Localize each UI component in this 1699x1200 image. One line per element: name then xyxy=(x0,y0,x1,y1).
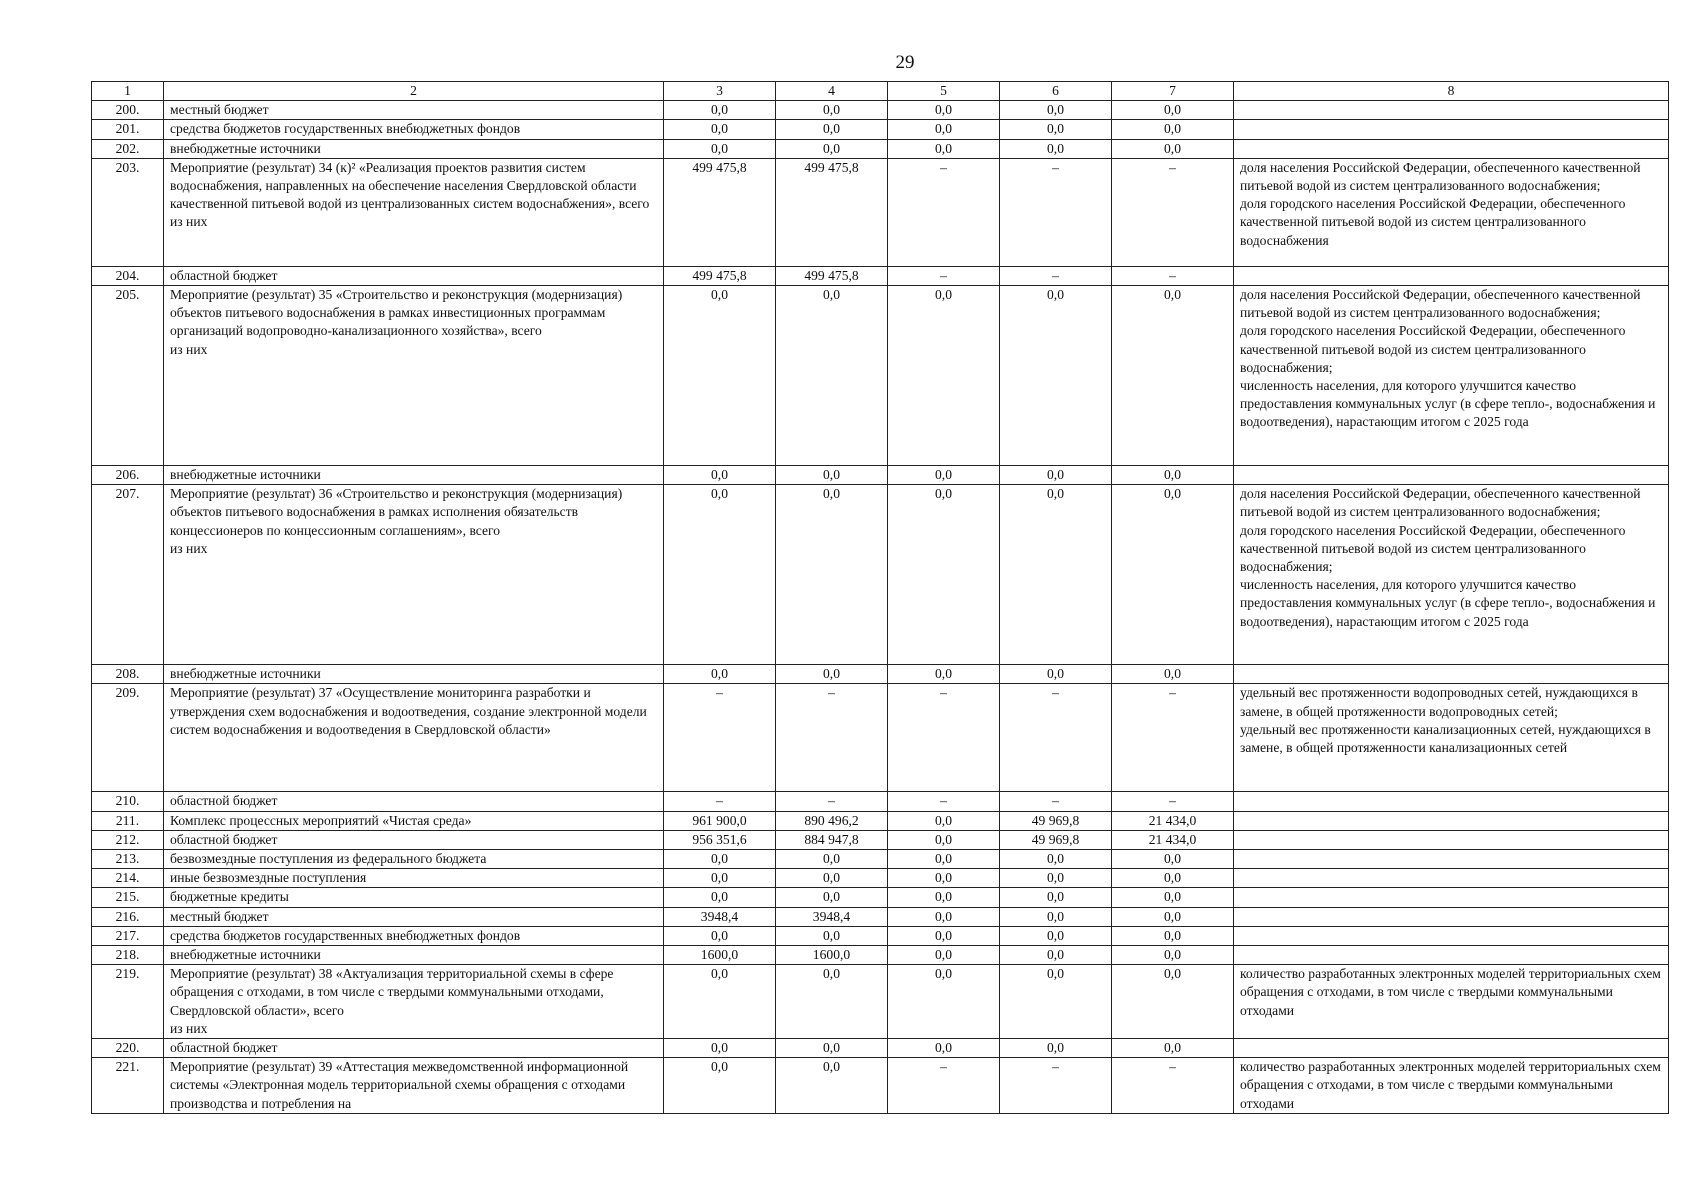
indicator-cell xyxy=(1234,101,1669,120)
indicator-cell xyxy=(1234,926,1669,945)
row-number: 214. xyxy=(92,869,164,888)
row-name: областной бюджет xyxy=(164,1039,664,1058)
value-cell: 0,0 xyxy=(888,286,1000,466)
indicator-cell xyxy=(1234,665,1669,684)
column-header: 3 xyxy=(664,82,776,101)
table-row xyxy=(92,466,1669,485)
value-cell: 1600,0 xyxy=(664,946,776,965)
row-number: 206. xyxy=(92,466,164,485)
value-cell: 0,0 xyxy=(888,850,1000,869)
indicator-cell xyxy=(1234,946,1669,965)
row-name: местный бюджет xyxy=(164,101,664,120)
row-number: 220. xyxy=(92,1039,164,1058)
row-number: 209. xyxy=(92,684,164,792)
row-name: внебюджетные источники xyxy=(164,466,664,485)
row-number: 204. xyxy=(92,266,164,285)
row-number: 219. xyxy=(92,965,164,1039)
value-cell: 0,0 xyxy=(776,965,888,1039)
column-header: 2 xyxy=(164,82,664,101)
row-number: 215. xyxy=(92,888,164,907)
table-row xyxy=(92,926,1669,945)
value-cell: 0,0 xyxy=(1112,120,1234,139)
indicator-cell: количество разработанных электронных моделей территориальных схем обращения с отходами, в том числе с твердыми коммунальными отходами xyxy=(1234,965,1669,1039)
value-cell: – xyxy=(888,792,1000,811)
row-number: 207. xyxy=(92,485,164,665)
row-number: 211. xyxy=(92,811,164,830)
value-cell: 0,0 xyxy=(664,120,776,139)
value-cell: 0,0 xyxy=(888,466,1000,485)
value-cell: 0,0 xyxy=(776,665,888,684)
value-cell: 0,0 xyxy=(664,1058,776,1114)
value-cell: – xyxy=(888,1058,1000,1114)
value-cell: – xyxy=(1000,158,1112,266)
value-cell: – xyxy=(1112,792,1234,811)
table-body xyxy=(92,101,1669,1114)
value-cell: 0,0 xyxy=(664,485,776,665)
indicator-cell: удельный вес протяженности водопроводных сетей, нуждающихся в замене, в общей протяженности водопроводных сетей; удельный вес протяженности канализационных сетей, нуждающихся в замене, в общей протяженности канализационных сетей xyxy=(1234,684,1669,792)
indicator-cell xyxy=(1234,850,1669,869)
value-cell: 0,0 xyxy=(888,830,1000,849)
value-cell: – xyxy=(1112,684,1234,792)
value-cell: 0,0 xyxy=(776,1058,888,1114)
table-row xyxy=(92,1039,1669,1058)
row-name: внебюджетные источники xyxy=(164,665,664,684)
value-cell: 0,0 xyxy=(1112,946,1234,965)
value-cell: 0,0 xyxy=(1000,850,1112,869)
indicator-cell xyxy=(1234,266,1669,285)
indicator-cell xyxy=(1234,792,1669,811)
value-cell: 0,0 xyxy=(664,101,776,120)
value-cell: 0,0 xyxy=(776,139,888,158)
value-cell: 0,0 xyxy=(664,139,776,158)
row-name: бюджетные кредиты xyxy=(164,888,664,907)
value-cell: 884 947,8 xyxy=(776,830,888,849)
value-cell: – xyxy=(776,792,888,811)
row-number: 217. xyxy=(92,926,164,945)
value-cell: 0,0 xyxy=(776,485,888,665)
value-cell: 0,0 xyxy=(1000,485,1112,665)
value-cell: 0,0 xyxy=(1112,101,1234,120)
value-cell: 0,0 xyxy=(888,888,1000,907)
value-cell: 0,0 xyxy=(888,965,1000,1039)
page-number: 29 xyxy=(895,52,915,73)
table-row xyxy=(92,907,1669,926)
column-header: 7 xyxy=(1112,82,1234,101)
value-cell: 0,0 xyxy=(776,926,888,945)
row-number: 213. xyxy=(92,850,164,869)
value-cell: 0,0 xyxy=(664,965,776,1039)
value-cell: – xyxy=(888,266,1000,285)
value-cell: – xyxy=(1112,266,1234,285)
column-header: 1 xyxy=(92,82,164,101)
row-name: Мероприятие (результат) 36 «Строительство и реконструкция (модернизация) объектов питьевого водоснабжения в рамках исполнения обязательств концессионеров по концессионным соглашениям», всего из них xyxy=(164,485,664,665)
value-cell: 0,0 xyxy=(1000,139,1112,158)
table-row xyxy=(92,158,1669,266)
value-cell: – xyxy=(664,792,776,811)
table-row xyxy=(92,286,1669,466)
indicator-cell xyxy=(1234,120,1669,139)
value-cell: 0,0 xyxy=(776,850,888,869)
value-cell: – xyxy=(1112,158,1234,266)
table-row xyxy=(92,139,1669,158)
value-cell: 0,0 xyxy=(888,665,1000,684)
table-row xyxy=(92,792,1669,811)
value-cell: – xyxy=(888,158,1000,266)
value-cell: 1600,0 xyxy=(776,946,888,965)
indicator-cell: доля населения Российской Федерации, обеспеченного качественной питьевой водой из систем централизованного водоснабжения; доля городского населения Российской Федерации, обеспеченного качественной питьевой водой из систем централизованного водоснабжения xyxy=(1234,158,1669,266)
value-cell: 499 475,8 xyxy=(776,266,888,285)
value-cell: 0,0 xyxy=(776,869,888,888)
indicator-cell xyxy=(1234,888,1669,907)
row-number: 202. xyxy=(92,139,164,158)
column-header: 4 xyxy=(776,82,888,101)
value-cell: 0,0 xyxy=(776,466,888,485)
row-number: 218. xyxy=(92,946,164,965)
value-cell: 890 496,2 xyxy=(776,811,888,830)
row-name: Мероприятие (результат) 35 «Строительство и реконструкция (модернизация) объектов питьевого водоснабжения в рамках инвестиционных программам организаций водопроводно-канализационного хозяйства», всего из них xyxy=(164,286,664,466)
row-name: внебюджетные источники xyxy=(164,139,664,158)
value-cell: 3948,4 xyxy=(664,907,776,926)
value-cell: 0,0 xyxy=(888,926,1000,945)
row-number: 208. xyxy=(92,665,164,684)
value-cell: 0,0 xyxy=(1000,926,1112,945)
value-cell: 0,0 xyxy=(664,888,776,907)
value-cell: 0,0 xyxy=(888,907,1000,926)
row-number: 212. xyxy=(92,830,164,849)
indicator-cell xyxy=(1234,830,1669,849)
value-cell: 0,0 xyxy=(664,1039,776,1058)
row-number: 203. xyxy=(92,158,164,266)
value-cell: 49 969,8 xyxy=(1000,830,1112,849)
row-name: Мероприятие (результат) 37 «Осуществление мониторинга разработки и утверждения схем водоснабжения и водоотведения, создание электронной модели систем водоснабжения и водоотведения в Свердловской области» xyxy=(164,684,664,792)
table-row xyxy=(92,684,1669,792)
value-cell: 0,0 xyxy=(664,286,776,466)
row-name: Мероприятие (результат) 38 «Актуализация территориальной схемы в сфере обращения с отходами, в том числе с твердыми коммунальными отходами, Свердловской области», всего из них xyxy=(164,965,664,1039)
value-cell: – xyxy=(1000,266,1112,285)
value-cell: 0,0 xyxy=(1112,850,1234,869)
row-name: безвозмездные поступления из федерального бюджета xyxy=(164,850,664,869)
value-cell: 0,0 xyxy=(888,485,1000,665)
column-header: 5 xyxy=(888,82,1000,101)
row-name: иные безвозмездные поступления xyxy=(164,869,664,888)
value-cell: – xyxy=(776,684,888,792)
row-name: внебюджетные источники xyxy=(164,946,664,965)
value-cell: 0,0 xyxy=(776,120,888,139)
value-cell: 0,0 xyxy=(776,888,888,907)
column-header: 6 xyxy=(1000,82,1112,101)
table-row xyxy=(92,830,1669,849)
value-cell: 956 351,6 xyxy=(664,830,776,849)
table-row xyxy=(92,888,1669,907)
row-name: областной бюджет xyxy=(164,830,664,849)
value-cell: 0,0 xyxy=(1000,946,1112,965)
table-row xyxy=(92,120,1669,139)
value-cell: 499 475,8 xyxy=(664,266,776,285)
table-row xyxy=(92,965,1669,1039)
value-cell: 0,0 xyxy=(1112,926,1234,945)
value-cell: 0,0 xyxy=(664,850,776,869)
value-cell: 0,0 xyxy=(1112,869,1234,888)
row-number: 201. xyxy=(92,120,164,139)
value-cell: – xyxy=(1000,792,1112,811)
value-cell: 961 900,0 xyxy=(664,811,776,830)
value-cell: 0,0 xyxy=(1112,139,1234,158)
value-cell: 0,0 xyxy=(888,101,1000,120)
value-cell: – xyxy=(1112,1058,1234,1114)
table-row xyxy=(92,850,1669,869)
value-cell: 0,0 xyxy=(1112,1039,1234,1058)
value-cell: 0,0 xyxy=(888,1039,1000,1058)
table-row xyxy=(92,811,1669,830)
indicator-cell: доля населения Российской Федерации, обеспеченного качественной питьевой водой из систем централизованного водоснабжения; доля городского населения Российской Федерации, обеспеченного качественной питьевой водой из систем централизованного водоснабжения; численность населения, для которого улучшится качество предоставления коммунальных услуг (в сфере тепло-, водоснабжения и водоотведения), нарастающим итогом с 2025 года xyxy=(1234,485,1669,665)
value-cell: 3948,4 xyxy=(776,907,888,926)
value-cell: 499 475,8 xyxy=(664,158,776,266)
value-cell: 49 969,8 xyxy=(1000,811,1112,830)
indicator-cell xyxy=(1234,1039,1669,1058)
value-cell: 0,0 xyxy=(1000,907,1112,926)
value-cell: 0,0 xyxy=(664,665,776,684)
row-name: областной бюджет xyxy=(164,266,664,285)
row-number: 216. xyxy=(92,907,164,926)
value-cell: 0,0 xyxy=(1112,907,1234,926)
value-cell: 0,0 xyxy=(1112,286,1234,466)
table-row xyxy=(92,101,1669,120)
value-cell: – xyxy=(664,684,776,792)
row-number: 200. xyxy=(92,101,164,120)
value-cell: 0,0 xyxy=(1112,665,1234,684)
table-row xyxy=(92,1058,1669,1114)
indicator-cell xyxy=(1234,811,1669,830)
indicator-cell xyxy=(1234,907,1669,926)
indicator-cell: доля населения Российской Федерации, обеспеченного качественной питьевой водой из систем централизованного водоснабжения; доля городского населения Российской Федерации, обеспеченного качественной питьевой водой из систем централизованного водоснабжения; численность населения, для которого улучшится качество предоставления коммунальных услуг (в сфере тепло-, водоснабжения и водоотведения), нарастающим итогом с 2025 года xyxy=(1234,286,1669,466)
indicator-cell xyxy=(1234,466,1669,485)
value-cell: 0,0 xyxy=(1000,101,1112,120)
table-row xyxy=(92,266,1669,285)
header-row xyxy=(92,82,1669,101)
value-cell: 0,0 xyxy=(1112,466,1234,485)
row-name: местный бюджет xyxy=(164,907,664,926)
table-row xyxy=(92,485,1669,665)
row-number: 221. xyxy=(92,1058,164,1114)
value-cell: 0,0 xyxy=(888,946,1000,965)
value-cell: 0,0 xyxy=(664,926,776,945)
row-name: средства бюджетов государственных внебюджетных фондов xyxy=(164,926,664,945)
budget-table xyxy=(91,81,1669,1114)
value-cell: – xyxy=(1000,1058,1112,1114)
value-cell: 21 434,0 xyxy=(1112,811,1234,830)
value-cell: 0,0 xyxy=(1112,485,1234,665)
value-cell: 0,0 xyxy=(888,869,1000,888)
value-cell: 0,0 xyxy=(1000,888,1112,907)
row-name: Мероприятие (результат) 39 «Аттестация межведомственной информационной системы «Электронная модель территориальной схемы обращения с отходами производства и потребления на xyxy=(164,1058,664,1114)
row-number: 210. xyxy=(92,792,164,811)
table-row xyxy=(92,946,1669,965)
value-cell: 0,0 xyxy=(776,101,888,120)
value-cell: 0,0 xyxy=(888,811,1000,830)
row-name: Комплекс процессных мероприятий «Чистая среда» xyxy=(164,811,664,830)
value-cell: 0,0 xyxy=(1000,869,1112,888)
indicator-cell: количество разработанных электронных моделей территориальных схем обращения с отходами, в том числе с твердыми коммунальными отходами xyxy=(1234,1058,1669,1114)
row-name: Мероприятие (результат) 34 (к)² «Реализация проектов развития систем водоснабжения, направленных на обеспечение населения Свердловской области качественной питьевой водой из централизованных систем водоснабжения», всего из них xyxy=(164,158,664,266)
row-name: средства бюджетов государственных внебюджетных фондов xyxy=(164,120,664,139)
value-cell: – xyxy=(1000,684,1112,792)
value-cell: 0,0 xyxy=(1000,466,1112,485)
row-name: областной бюджет xyxy=(164,792,664,811)
value-cell: 0,0 xyxy=(664,466,776,485)
value-cell: 0,0 xyxy=(1000,120,1112,139)
table-row xyxy=(92,665,1669,684)
value-cell: – xyxy=(888,684,1000,792)
column-header: 8 xyxy=(1234,82,1669,101)
value-cell: 0,0 xyxy=(1000,1039,1112,1058)
value-cell: 0,0 xyxy=(888,120,1000,139)
indicator-cell xyxy=(1234,869,1669,888)
indicator-cell xyxy=(1234,139,1669,158)
value-cell: 0,0 xyxy=(888,139,1000,158)
value-cell: 0,0 xyxy=(1000,286,1112,466)
value-cell: 0,0 xyxy=(1112,965,1234,1039)
table-row xyxy=(92,869,1669,888)
value-cell: 0,0 xyxy=(1112,888,1234,907)
value-cell: 0,0 xyxy=(1000,665,1112,684)
row-number: 205. xyxy=(92,286,164,466)
value-cell: 499 475,8 xyxy=(776,158,888,266)
value-cell: 0,0 xyxy=(1000,965,1112,1039)
value-cell: 0,0 xyxy=(664,869,776,888)
value-cell: 0,0 xyxy=(776,1039,888,1058)
value-cell: 0,0 xyxy=(776,286,888,466)
value-cell: 21 434,0 xyxy=(1112,830,1234,849)
